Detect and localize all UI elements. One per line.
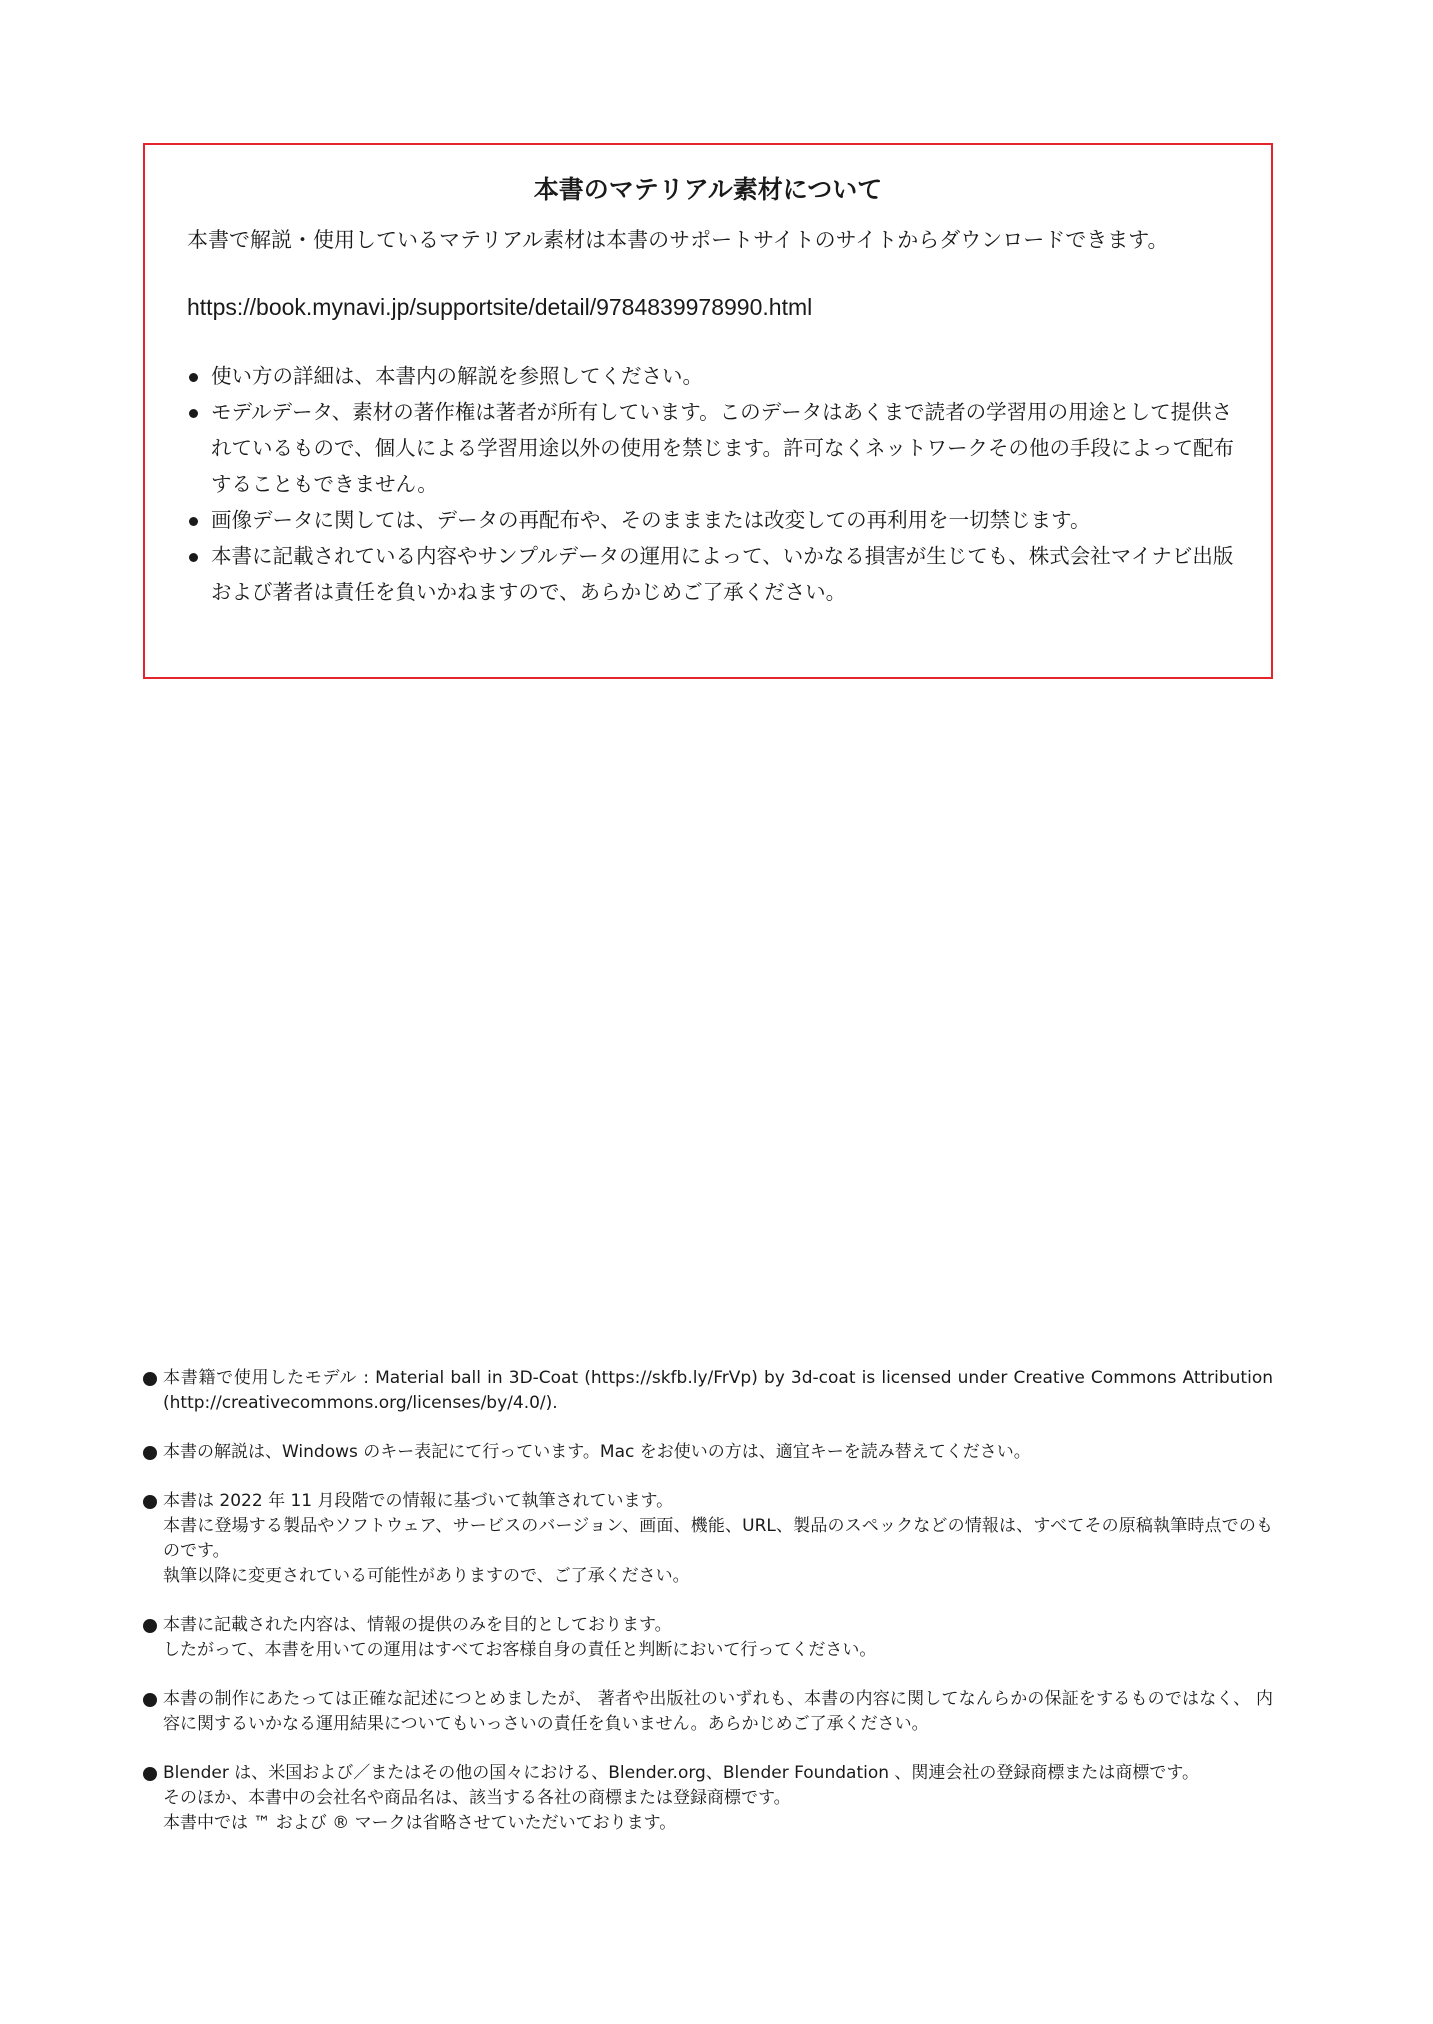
footnote-text: 本書の制作にあたっては正確な記述につとめましたが、 著者や出版社のいずれも、本書の内容に関してなんらかの保証をするものではなく、 内容に関するいかなる運用結果についてもいっさいの責任を負いません。あらかじめご了承ください。 [163,1689,1273,1734]
footnote-text: 本書籍で使用したモデル : Material ball in 3D-Coat (https://skfb.ly/FrVp) by 3d-coat is licensed under Creative Commons Attribution (http://creativecommons.org/licenses/by/4.0/). [163,1368,1273,1413]
footnote-text: 本書の解説は、Windows のキー表記にて行っています。Mac をお使いの方は、適宜キーを読み替えてください。 [163,1442,1031,1462]
footnote-text: Blender は、米国および／またはその他の国々における、Blender.org、Blender Foundation 、関連会社の登録商標または商標です。 [163,1763,1200,1783]
bullet-icon [189,553,198,562]
footnote-subtext: したがって、本書を用いての運用はすべてお客様自身の責任と判断において行ってください。 [163,1640,877,1660]
bullet-icon [189,409,198,418]
notice-list-item [187,394,1239,502]
bullet-icon [189,373,198,382]
bullet-icon [143,1495,157,1509]
notice-item-text: モデルデータ、素材の著作権は著者が所有しています。このデータはあくまで読者の学習用の用途として提供されているもので、個人による学習用途以外の使用を禁じます。許可なくネットワークその他の手段によって配布することもできません。 [211,400,1234,496]
footnote [143,1366,1273,1416]
notice-list-item [187,358,1239,394]
footnote [143,1440,1273,1465]
notice-title: 本書のマテリアル素材について [533,175,883,204]
notice-list-item [187,502,1239,538]
bullet-icon [143,1767,157,1781]
footnote-subtext: 本書に登場する製品やソフトウェア、サービスのバージョン、画面、機能、URL、製品のスペックなどの情報は、すべてその原稿執筆時点でのものです。 [163,1516,1273,1561]
footnotes-section [143,1366,1273,1860]
notice-list-item [187,538,1239,610]
notice-item-text: 本書に記載されている内容やサンプルデータの運用によって、いかなる損害が生じても、株式会社マイナビ出版および著者は責任を負いかねますので、あらかじめご了承ください。 [211,544,1234,604]
footnote [143,1687,1273,1737]
bullet-icon [143,1693,157,1707]
bullet-icon [143,1372,157,1386]
footnote [143,1761,1273,1836]
notice-item-text: 使い方の詳細は、本書内の解説を参照してください。 [211,364,703,388]
material-notice-box [143,143,1273,679]
notice-item-text: 画像データに関しては、データの再配布や、そのまままたは改変しての再利用を一切禁じます。 [211,508,1091,532]
footnote-subtext: 執筆以降に変更されている可能性がありますので、ご了承ください。 [163,1566,690,1586]
notice-intro: 本書で解説・使用しているマテリアル素材は本書のサポートサイトのサイトからダウンロードできます。 [187,228,1169,252]
footnote-text: 本書に記載された内容は、情報の提供のみを目的としております。 [163,1615,672,1635]
footnote-subtext: 本書中では ™ および ® マークは省略させていただいております。 [163,1813,677,1833]
footnote-text: 本書は 2022 年 11 月段階での情報に基づいて執筆されています。 [163,1491,674,1511]
footnote [143,1489,1273,1589]
bullet-icon [143,1446,157,1460]
support-site-url[interactable]: https://book.mynavi.jp/supportsite/detail/9784839978990.html [187,294,813,320]
notice-list [177,358,1239,610]
footnote-subtext: そのほか、本書中の会社名や商品名は、該当する各社の商標または登録商標です。 [163,1788,791,1808]
footnote [143,1613,1273,1663]
bullet-icon [189,517,198,526]
bullet-icon [143,1619,157,1633]
